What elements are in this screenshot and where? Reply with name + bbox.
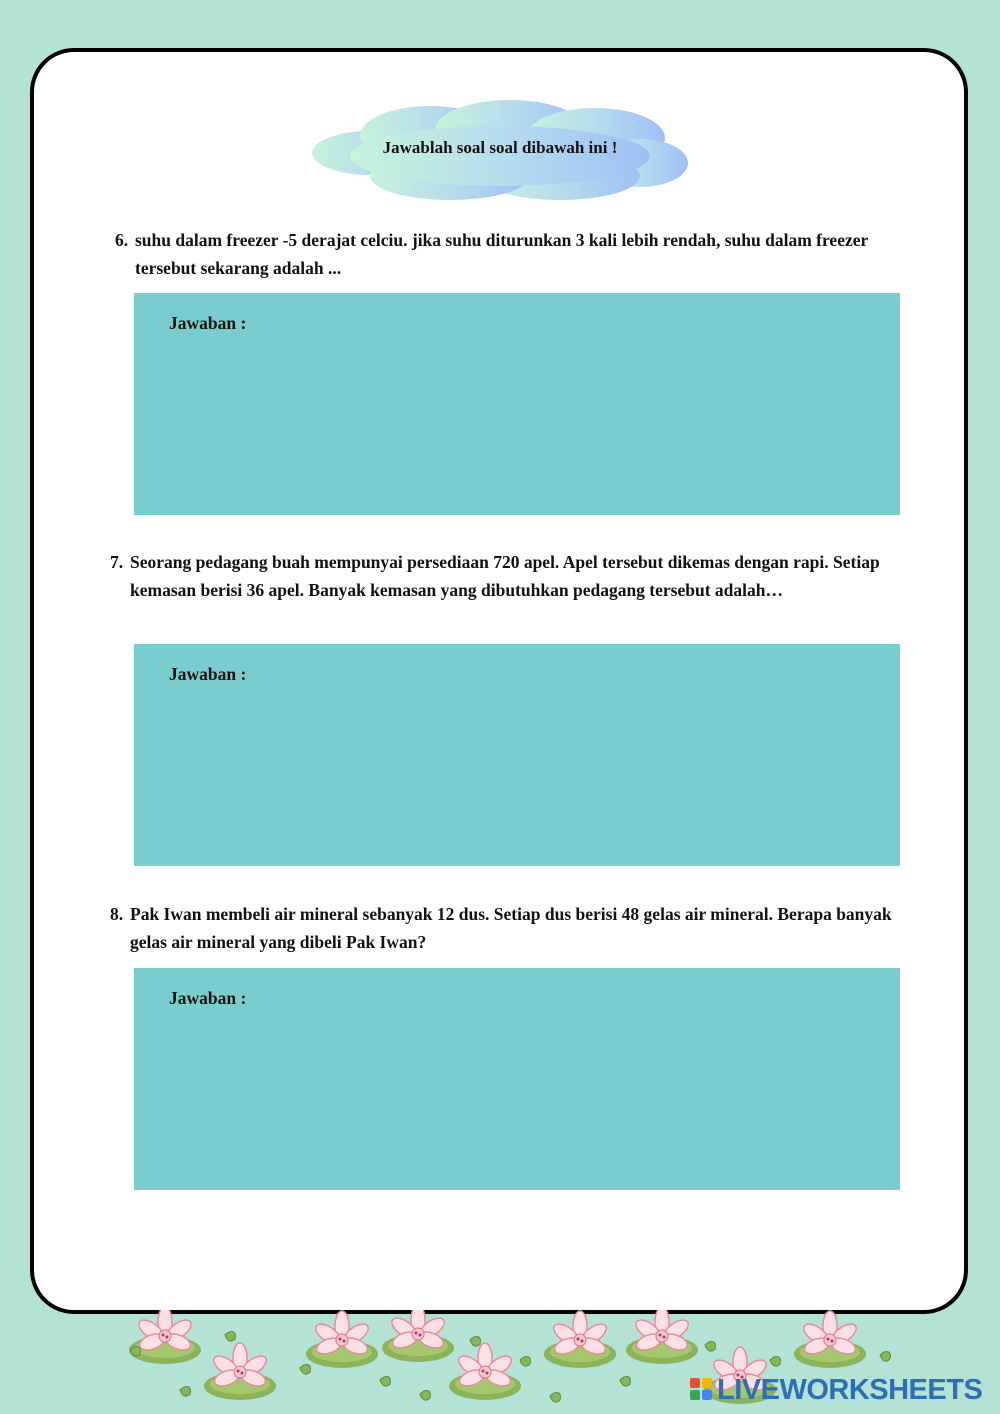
question-text: suhu dalam freezer -5 derajat celciu. jika suhu diturunkan 3 kali lebih rendah, suhu dalam freezer tersebut sekarang adalah ... <box>135 230 868 278</box>
question-number: 8. <box>110 904 124 924</box>
answer-box-6[interactable] <box>134 293 900 515</box>
question-6 <box>115 226 905 282</box>
question-number: 7. <box>110 552 124 572</box>
answer-box-8[interactable] <box>134 968 900 1190</box>
question-7 <box>110 548 910 604</box>
answer-label: Jawaban : <box>169 988 247 1008</box>
answer-label: Jawaban : <box>169 664 247 684</box>
question-text: Pak Iwan membeli air mineral sebanyak 12 dus. Setiap dus berisi 48 gelas air mineral. Berapa banyak gelas air mineral yang dibeli Pak Iwan? <box>130 904 892 952</box>
instruction-text: Jawablah soal soal dibawah ini ! <box>382 138 618 157</box>
instruction-cloud <box>310 98 690 204</box>
question-8 <box>110 900 920 956</box>
question-number: 6. <box>115 230 129 250</box>
answer-box-7[interactable] <box>134 644 900 866</box>
logo-text: LIVEWORKSHEETS <box>717 1373 983 1406</box>
answer-label: Jawaban : <box>169 313 247 333</box>
logo-mark-icon <box>690 1376 714 1404</box>
liveworksheets-logo <box>690 1372 982 1408</box>
question-text: Seorang pedagang buah mempunyai persediaan 720 apel. Apel tersebut dikemas dengan rapi. Setiap kemasan berisi 36 apel. Banyak kemasan yang dibutuhkan pedagang tersebut adalah… <box>130 552 880 600</box>
